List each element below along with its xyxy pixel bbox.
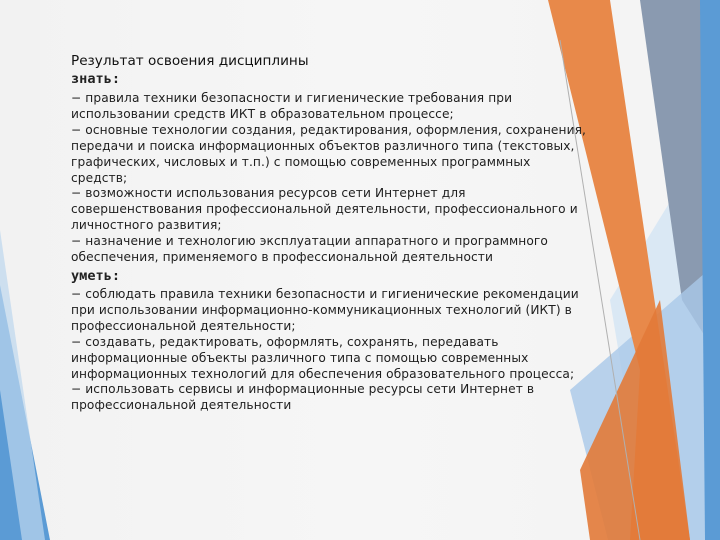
can-list: [71, 287, 591, 414]
know-item: − возможности использования ресурсов сети Интернет для совершенствования профессиональной деятельности, профессионального и личностного развития;: [71, 186, 578, 233]
can-item: − создавать, редактировать, оформлять, сохранять, передавать информационные объекты различного типа с помощью современных информационных технологий для обеспечения образовательного процесса;: [71, 334, 575, 381]
know-item: − назначение и технологию эксплуатации аппаратного и программного обеспечения, применяемого в профессиональной деятельности: [71, 234, 548, 265]
content-block: [71, 52, 591, 414]
know-label: знать:: [71, 71, 121, 87]
know-item: − основные технологии создания, редактирования, оформления, сохранения, передачи и поиска информационных объектов различного типа (текстовых, графических, числовых и т.п.) с помощью современных программных средств;: [71, 122, 586, 185]
can-label: уметь:: [71, 267, 121, 284]
know-item: − правила техники безопасности и гигиенические требования при использовании средств ИКТ в образовательном процессе;: [71, 91, 513, 121]
page-title: Результат освоения дисциплины: [71, 53, 309, 69]
know-list: [71, 91, 591, 266]
can-item: − использовать сервисы и информационные ресурсы сети Интернет в профессиональной деятельности: [71, 382, 535, 413]
can-item: − соблюдать правила техники безопасности и гигиенические рекомендации при использовании информационно-коммуникационных технологий (ИКТ) в профессиональной деятельности;: [71, 286, 579, 333]
